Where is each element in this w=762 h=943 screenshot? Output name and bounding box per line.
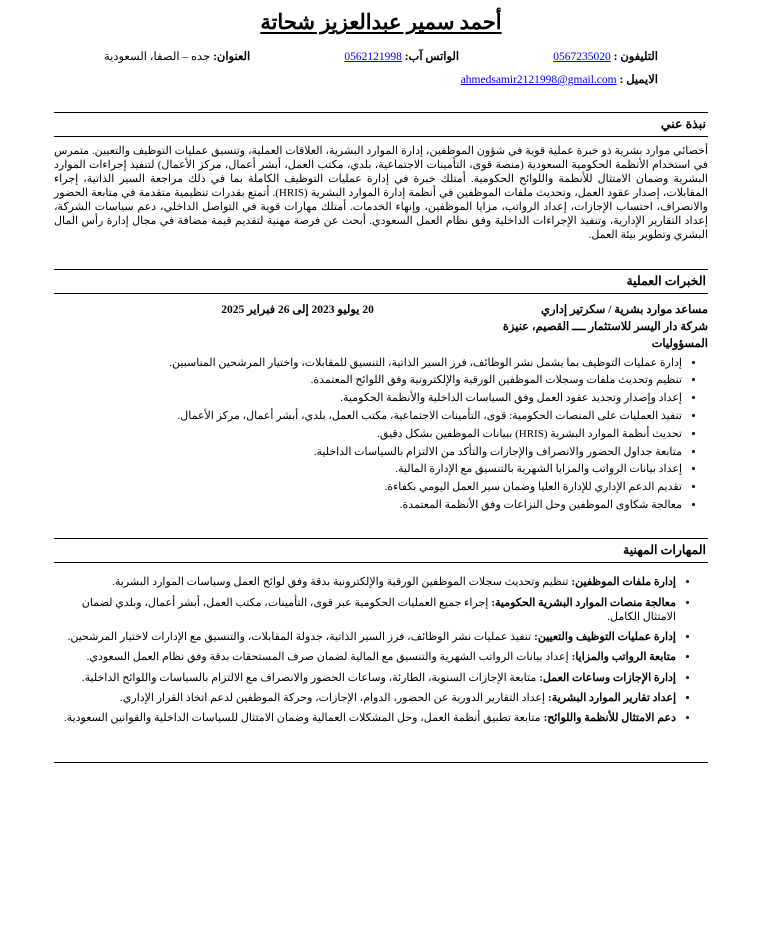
skill-label: معالجة منصات الموارد البشرية الحكومية: (491, 596, 676, 609)
skill-text: إجراء جميع العمليات الحكومية عبر قوى، التأمينات، مكتب العمل، أبشر أعمال، وبلدي لضمان الامتثال الكامل. (81, 596, 676, 623)
contact-row-primary (104, 49, 658, 63)
list-item: • تحديث أنظمة الموارد البشرية (HRIS) ببيانات الموظفين بشكل دقيق. (54, 427, 682, 441)
address-item (104, 49, 250, 63)
whatsapp-link[interactable]: 0562121998 (344, 51, 402, 63)
list-item: • إدارة عمليات التوظيف بما يشمل نشر الوظائف، فرز السير الذاتية، التنسيق للمقابلات، واختيار المرشحين المناسبين. (54, 356, 682, 370)
skill-text: تنظيم وتحديث سجلات الموظفين الورقية والإلكترونية بدقة وفق لوائح العمل وسياسات الموارد البشرية. (112, 576, 569, 589)
skill-label: دعم الامتثال للأنظمة واللوائح: (543, 712, 676, 725)
email-label: الايميل : (619, 74, 658, 86)
job-title: مساعد موارد بشرية / سكرتير إداري (541, 303, 708, 316)
section-title-skills: المهارات المهنية (623, 543, 706, 558)
job-header (54, 302, 708, 316)
skill-label: إدارة الإجازات وساعات العمل: (539, 671, 676, 684)
skill-label: إدارة عمليات التوظيف والتعيين: (534, 631, 676, 644)
whatsapp-label: الواتس آب: (404, 51, 460, 63)
section-skills-header (54, 538, 708, 563)
address-label: العنوان: (213, 51, 251, 63)
section-title-experience: الخبرات العملية (626, 273, 706, 288)
list-item: • تنظيم وتحديث ملفات وسجلات الموظفين الورقية والإلكترونية وفق اللوائح المعتمدة. (54, 373, 682, 387)
skills-list (54, 575, 708, 725)
list-item (54, 671, 676, 685)
phone-item (553, 49, 658, 63)
skill-text: متابعة الإجازات السنوية، الطارئة، وساعات الحضور والانصراف مع الالتزام بالسياسات واللوائح الداخلية. (81, 671, 537, 684)
phone-label: التليفون : (613, 51, 658, 63)
section-title-summary: نبذة عني (660, 117, 706, 131)
list-item (54, 711, 676, 725)
skill-text: تنفيذ عمليات نشر الوظائف، فرز السير الذاتية، جدولة المقابلات، والتنسيق مع الإدارات لاختيار المرشحين. (67, 631, 532, 644)
section-experience-header (54, 269, 708, 294)
responsibilities-list (54, 356, 708, 513)
contact-row-email (104, 72, 658, 86)
list-item: • تقديم الدعم الإداري للإدارة العليا وضمان سير العمل اليومي بكفاءة. (54, 480, 682, 494)
list-item: • إعداد بيانات الرواتب والمزايا الشهرية بالتنسيق مع الإدارة المالية. (54, 462, 682, 476)
whatsapp-item (344, 49, 459, 63)
list-item (54, 691, 676, 705)
list-item (54, 650, 676, 664)
divider (54, 562, 708, 563)
responsibilities-label: المسؤوليات (651, 337, 708, 350)
list-item (54, 596, 676, 625)
list-item: • تنفيذ العمليات على المنصات الحكومية: قوى، التأمينات الاجتماعية، مكتب العمل، بلدي، أبشر أعمال، مركز الأعمال. (54, 409, 682, 423)
skill-text: إعداد التقارير الدورية عن الحضور، الدوام، الإجازات، وحركة الموظفين لدعم اتخاذ القرار الإداري. (120, 692, 546, 704)
divider (54, 136, 708, 137)
skill-label: إعداد تقارير الموارد البشرية: (548, 692, 676, 704)
address-value: جده – الصفا، السعودية (104, 51, 211, 63)
company-name: شركة دار اليسر للاستثمار ــــ القصيم، عنيزة (502, 320, 708, 333)
list-item (54, 575, 676, 589)
section-summary-header (54, 112, 708, 137)
list-item: • معالجة شكاوى الموظفين وحل النزاعات وفق الأنظمة المعتمدة. (54, 498, 682, 512)
divider (54, 762, 708, 763)
contact-block (54, 49, 708, 86)
summary-paragraph: أخصائي موارد بشرية ذو خبرة عملية قوية في شؤون الموظفين، إدارة الموارد البشرية، العلاقات العملية، وتنسيق عمليات التوظيف والتعيين. متمرس في استخدام الأنظمة الحكومية السعودية (منصة قوى، التأمينات الاجتماعية، بلدي، مكتب العمل، أبشر أعمال، مركز الأعمال) لتنفيذ إجراءات الموارد البشرية وضمان الامتثال للأنظمة واللوائح الحكومية. أمتلك خبرة في إدارة عمليات التوظيف الكاملة بما في ذلك مراجعة السير الذاتية، إجراء المقابلات، إصدار عقود العمل، وتحديث ملفات الموظفين في أنظمة إدارة الموارد البشرية (HRIS). أتمتع بقدرات تنظيمية متقدمة في متابعة الحضور والانصراف، احتساب الإجازات، إعداد الرواتب، مزايا الموظفين، وإنهاء الخدمات. أمتلك مهارات قوية في التواصل الداخلي، دعم سياسات الشركة، إعداد التقارير الإدارية، وتنفيذ الإجراءات الداخلية وفق نظام العمل السعودي. أبحث عن فرصة مهنية لتقديم قيمة مضافة في مجال إدارة رأس المال البشري وتطوير بيئة العمل. (54, 145, 708, 242)
list-item (54, 630, 676, 644)
candidate-name: أحمد سمير عبدالعزيز شحاتة (260, 10, 502, 34)
skill-label: إدارة ملفات الموظفين: (571, 576, 676, 589)
skill-text: إعداد بيانات الرواتب الشهرية والتنسيق مع المالية لضمان صرف المستحقات بدقة وفق نظام العمل السعودي. (86, 651, 569, 664)
skill-label: متابعة الرواتب والمزايا: (571, 651, 676, 664)
job-date-range: 20 يوليو 2023 إلى 26 فبراير 2025 (221, 303, 374, 316)
list-item: • متابعة جداول الحضور والانصراف والإجازات والتأكد من الالتزام بالسياسات الداخلية. (54, 445, 682, 459)
skill-text: متابعة تطبيق أنظمة العمل، وحل المشكلات العمالية وضمان الامتثال للسياسات الداخلية والقوانين السعودية. (63, 712, 541, 725)
list-item: • إعداد وإصدار وتجديد عقود العمل وفق السياسات الداخلية والأنظمة الحكومية. (54, 391, 682, 405)
phone-link[interactable]: 0567235020 (553, 51, 611, 63)
email-link[interactable]: ahmedsamir2121998@gmail.com (460, 74, 617, 86)
divider (54, 293, 708, 294)
